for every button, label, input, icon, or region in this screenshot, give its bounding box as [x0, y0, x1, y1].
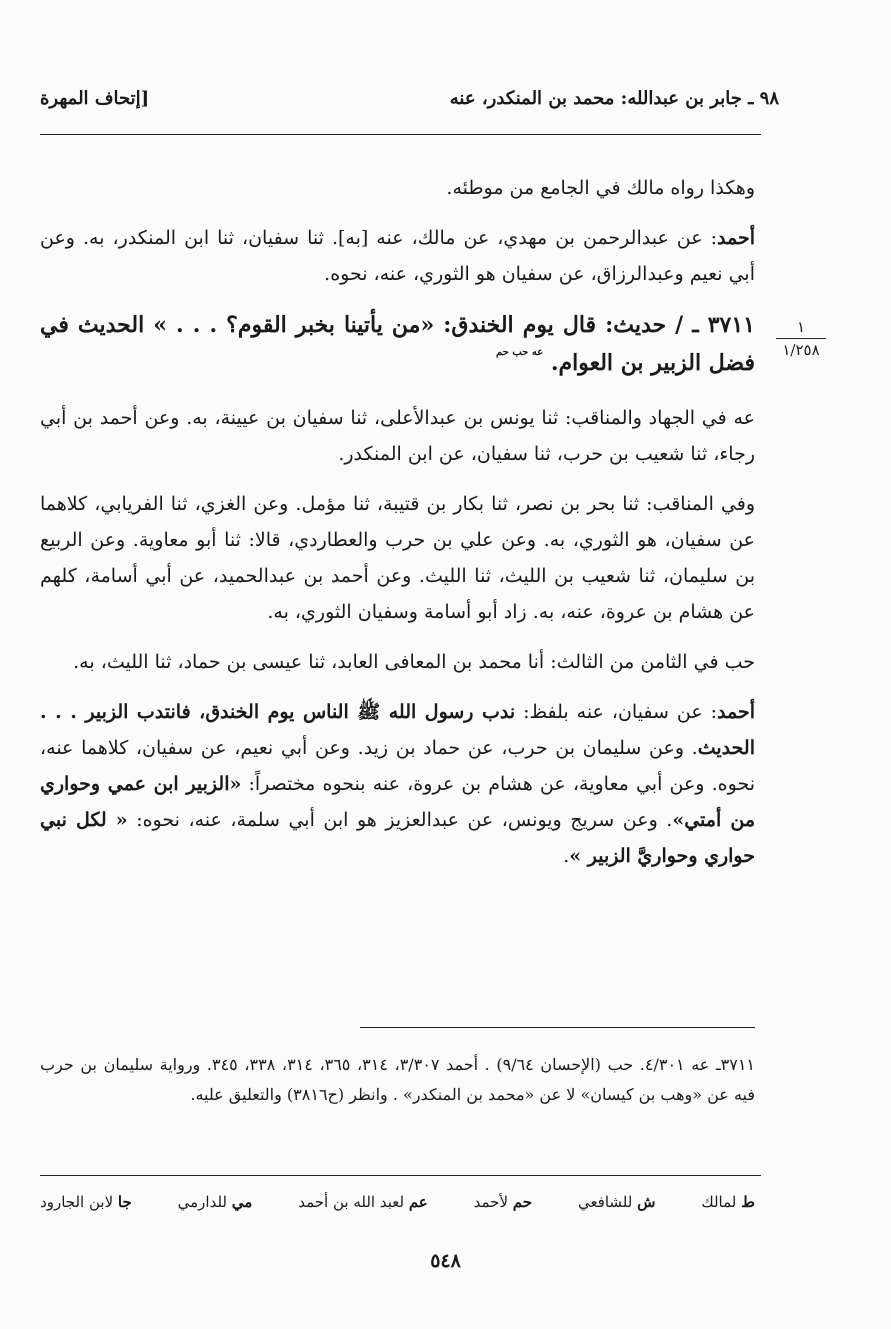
paragraph-1: وهكذا رواه مالك في الجامع من موطئه.: [446, 177, 755, 199]
abbreviations-key: [40, 1193, 755, 1211]
hadith-heading: [40, 306, 755, 382]
quote-1: ندب رسول الله ﷺ الناس يوم الخندق، فانتدب الزبير . . . الحديث: [40, 701, 755, 759]
paragraph-6-text-d: .: [563, 845, 570, 867]
abbreviations-rule: [40, 1175, 761, 1176]
paragraph-4: وفي المناقب: ثنا بحر بن نصر، ثنا بكار بن قتيبة، ثنا مؤمل. وعن الغزي، ثنا الفريابي، كلاهما عن سفيان، هو الثوري، به. وعن علي بن حرب والعطاردي، قالا: ثنا أبو معاوية. وعن الربيع بن سليمان، ثنا شعيب بن الليث، ثنا الليث. وعن أحمد بن عبدالحميد، عن أبي أسامة، كلهم عن هشام بن عروة، عنه، به. زاد أبو أسامة وسفيان الثوري، به.: [40, 493, 755, 623]
abbr-item: مي للدارمي: [177, 1193, 253, 1211]
hadith-source-tags: عه حب حم: [496, 347, 544, 358]
running-header-chapter: ٩٨ ـ جابر بن عبدالله: محمد بن المنكدر، عنه: [449, 88, 779, 109]
abbr-item: عم لعبد الله بن أحمد: [298, 1193, 428, 1211]
paragraph-2-text: : عن عبدالرحمن بن مهدي، عن مالك، عنه [به]. ثنا سفيان، ثنا ابن المنكدر، به. وعن أبي نعيم وعبدالرزاق، عن سفيان هو الثوري، عنه، نحوه.: [40, 227, 755, 285]
quote-3: « لكل نبي حواري وحواريَّ الزبير »: [40, 809, 755, 867]
paragraph-3: عه في الجهاد والمناقب: ثنا يونس بن عبدالأعلى، ثنا سفيان بن عيينة، به. وعن أحمد بن أبي رجاء، ثنا شعيب بن حرب، ثنا سفيان، عن ابن المنكدر.: [40, 407, 755, 465]
abbr-item: جا لابن الجارود: [40, 1193, 132, 1211]
running-header-book: [إتحاف المهرة: [40, 88, 150, 109]
hadith-heading-text: ٣٧١١ ـ / حديث: قال يوم الخندق: «من يأتينا بخبر القوم؟ . . . » الحديث في فضل الزبير بن العوام.: [40, 312, 755, 376]
margin-ref-bottom: ١/٢٥٨: [782, 341, 820, 359]
abbr-item: ط لمالك: [701, 1193, 755, 1211]
paragraph-6-text-a: : عن سفيان، عنه بلفظ:: [515, 701, 718, 723]
header-rule: [40, 134, 761, 135]
footnote: ٣٧١١ـ عه ٤/٣٠١. حب (الإحسان ٩/٦٤) . أحمد ٣/٣٠٧، ٣١٤، ٣٦٥، ٣١٤، ٣٣٨، ٣٤٥. ورواية سليمان بن حرب فيه عن «وهب بن كيسان» لا عن «محمد بن المنكدر» . وانظر (ح٣٨١٦) والتعليق عليه.: [40, 1055, 756, 1104]
paragraph-5: حب في الثامن من الثالث: أنا محمد بن المعافى العابد، ثنا عيسى بن حماد، ثنا الليث، به.: [73, 651, 755, 673]
abbr-item: حم لأحمد: [473, 1193, 533, 1211]
margin-ref-top: ١: [796, 318, 806, 336]
quote-2: «الزبير ابن عمي وحواري من أمتي»: [40, 773, 755, 831]
source-name: أحمد: [717, 227, 755, 249]
footnote-rule: [360, 1027, 755, 1028]
abbr-item: ش للشافعي: [577, 1193, 656, 1211]
margin-reference: [772, 318, 830, 359]
page-number: ٥٤٨: [430, 1250, 461, 1272]
source-name: أحمد: [717, 701, 755, 723]
paragraph-6: [40, 694, 755, 874]
margin-ref-rule: [776, 338, 826, 339]
paragraph-2: [40, 220, 755, 292]
main-text: [40, 170, 755, 888]
paragraph-6-text-b: . وعن سليمان بن حرب، عن حماد بن زيد. وعن أبي نعيم، عن سفيان، كلاهما عنه، نحوه. وعن أبي معاوية، عن هشام بن عروة، عنه بنحوه مختصراً:: [40, 737, 755, 795]
paragraph-6-text-c: . وعن سريج ويونس، عن عبدالعزيز هو ابن أبي سلمة، عنه، نحوه:: [127, 809, 673, 831]
